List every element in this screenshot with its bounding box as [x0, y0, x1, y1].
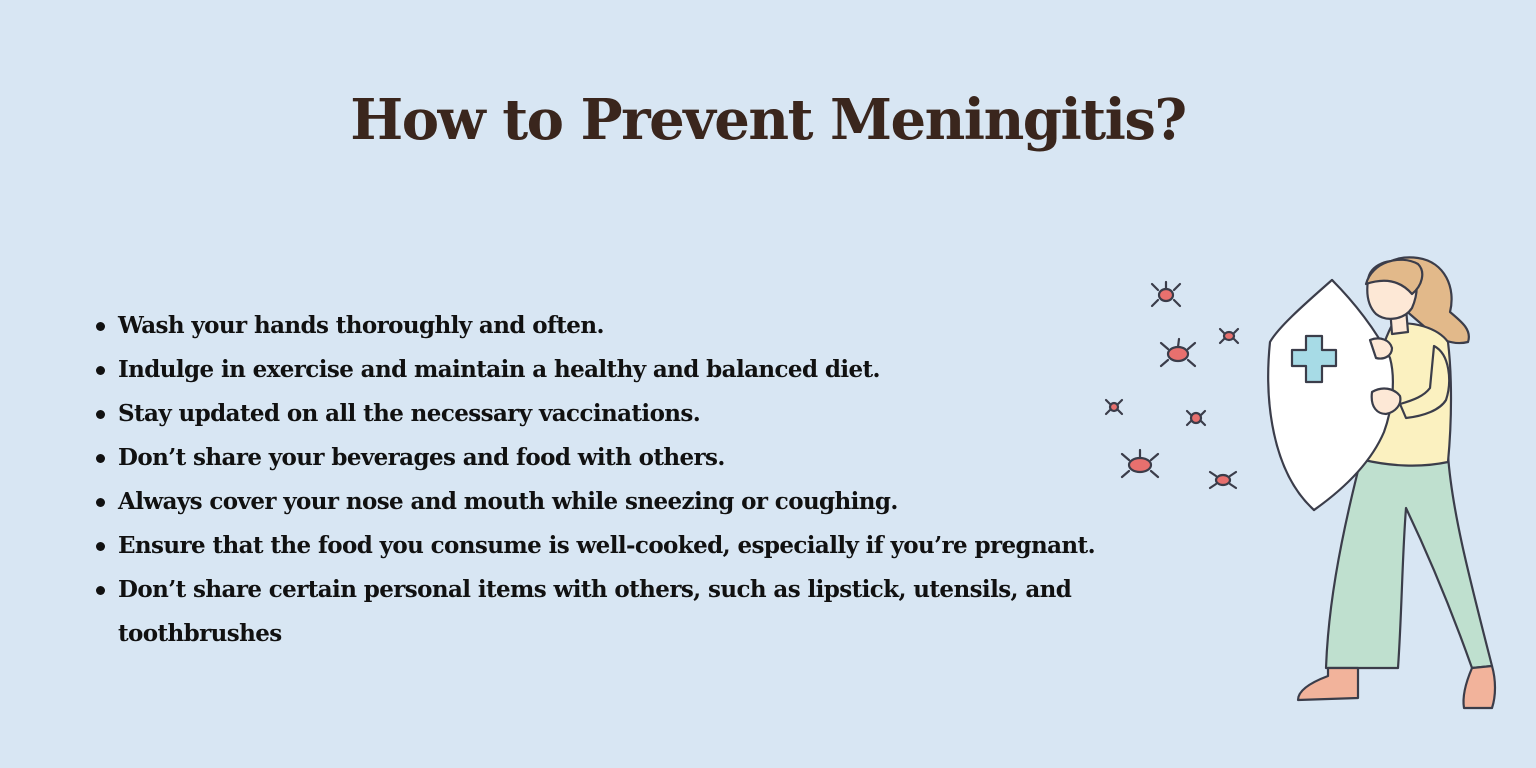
tip-item: Stay updated on all the necessary vaccinations. — [118, 392, 1148, 436]
tip-item: Always cover your nose and mouth while sneezing or coughing. — [118, 480, 1148, 524]
tip-item: Ensure that the food you consume is well-cooked, especially if you’re pregnant. — [118, 524, 1148, 568]
tip-item: Don’t share your beverages and food with others. — [118, 436, 1148, 480]
woman-with-shield-icon — [1100, 250, 1510, 720]
page-title: How to Prevent Meningitis? — [350, 87, 1186, 153]
prevention-tips-list — [88, 304, 1148, 656]
tip-item: Wash your hands thoroughly and often. — [118, 304, 1148, 348]
tip-item: Indulge in exercise and maintain a healthy and balanced diet. — [118, 348, 1148, 392]
tip-item: Don’t share certain personal items with others, such as lipstick, utensils, and toothbrushes — [118, 568, 1148, 656]
